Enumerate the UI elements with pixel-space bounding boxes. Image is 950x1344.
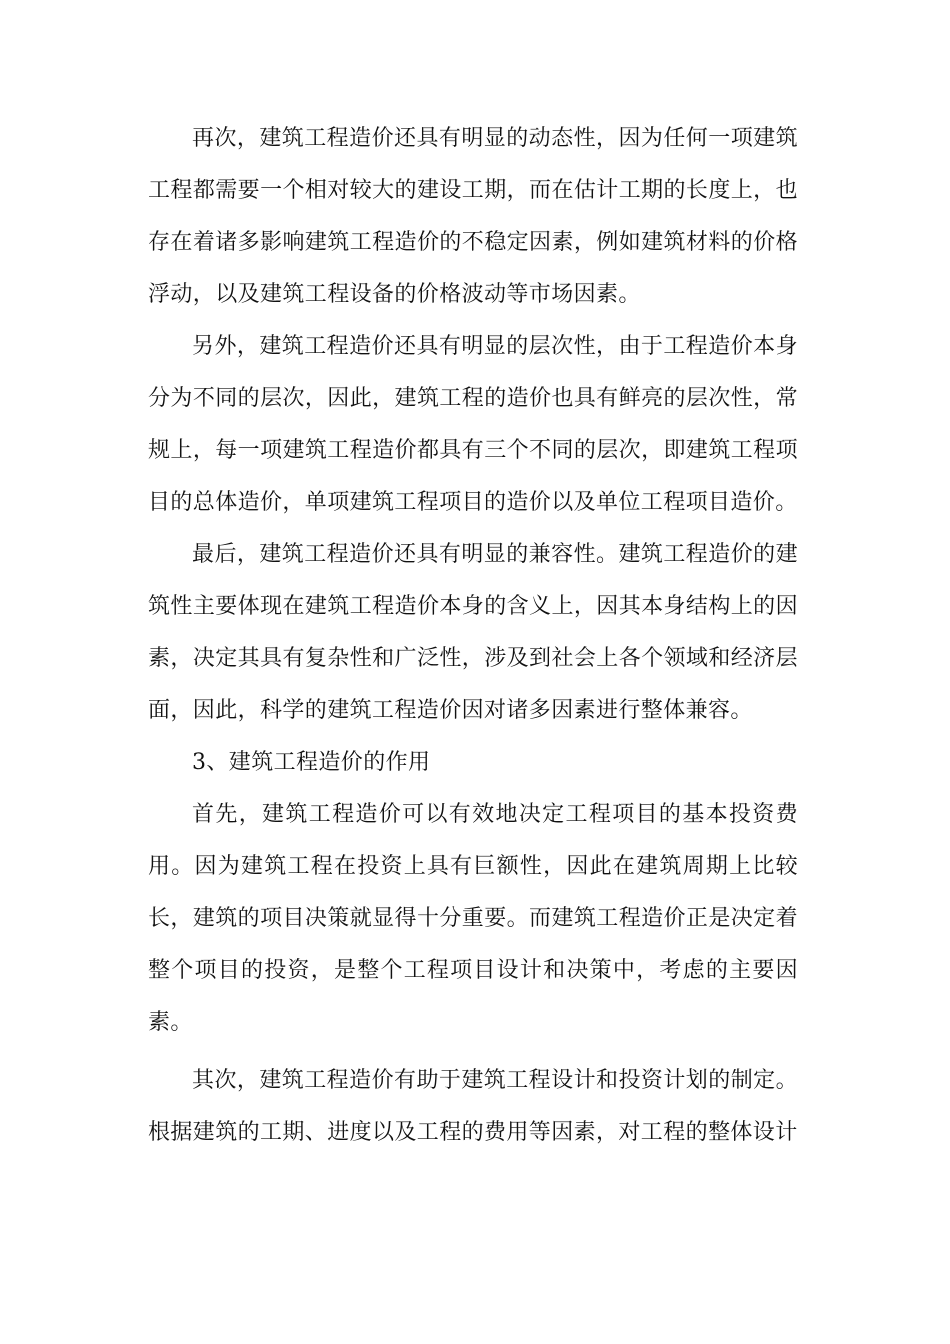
paragraph-design: 其次，建筑工程造价有助于建筑工程设计和投资计划的制定。根据建筑的工期、进度以及工程的费用等因素，对工程的整体设计 — [148, 1068, 798, 1145]
paragraph-hierarchy: 另外，建筑工程造价还具有明显的层次性，由于工程造价本身分为不同的层次，因此，建筑工程的造价也具有鲜亮的层次性，常规上，每一项建筑工程造价都具有三个不同的层次，即建筑工程项目的总体造价，单项建筑工程项目的造价以及单位工程项目造价。 — [148, 334, 798, 515]
section-heading: 3、建筑工程造价的作用 — [192, 750, 431, 775]
paragraph-investment: 首先，建筑工程造价可以有效地决定工程项目的基本投资费用。因为建筑工程在投资上具有巨额性，因此在建筑周期上比较长，建筑的项目决策就显得十分重要。而建筑工程造价正是决定着整个项目的投资，是整个工程项目设计和决策中，考虑的主要因素。 — [148, 802, 798, 1035]
paragraph-compatibility: 最后，建筑工程造价还具有明显的兼容性。建筑工程造价的建筑性主要体现在建筑工程造价本身的含义上，因其本身结构上的因素，决定其具有复杂性和广泛性，涉及到社会上各个领域和经济层面，因此，科学的建筑工程造价因对诸多因素进行整体兼容。 — [148, 542, 798, 723]
paragraph-dynamic: 再次，建筑工程造价还具有明显的动态性，因为任何一项建筑工程都需要一个相对较大的建设工期，而在估计工期的长度上，也存在着诸多影响建筑工程造价的不稳定因素，例如建筑材料的价格浮动，以及建筑工程设备的价格波动等市场因素。 — [148, 126, 798, 307]
document-body — [148, 113, 798, 1159]
